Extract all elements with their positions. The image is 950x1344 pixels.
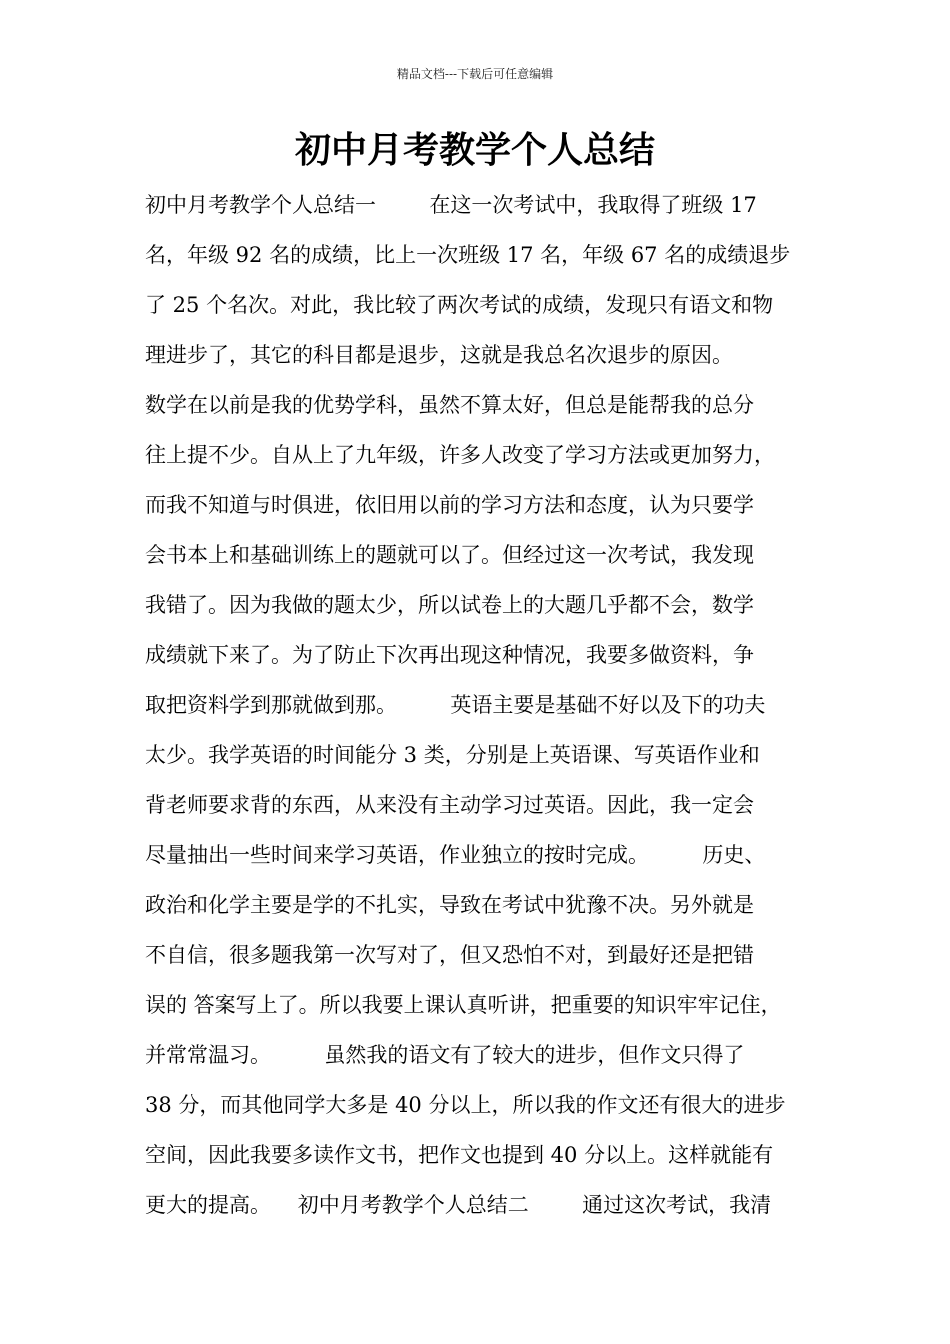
body-line: 取把资料学到那就做到那。 英语主要是基础不好以及下的功夫 — [145, 693, 766, 717]
body-line: 理进步了，其它的科目都是退步，这就是我总名次退步的原因。 — [145, 343, 733, 367]
body-line: 不自信，很多题我第一次写对了，但又恐怕不对，到最好还是把错 — [145, 943, 754, 967]
body-line: 更大的提高。 初中月考教学个人总结二 通过这次考试，我清 — [145, 1193, 772, 1217]
body-line: 政治和化学主要是学的不扎实，导致在考试中犹豫不决。另外就是 — [145, 893, 754, 917]
body-line: 名，年级 92 名的成绩，比上一次班级 17 名，年级 67 名的成绩退步 — [145, 243, 791, 267]
body-line: 初中月考教学个人总结一 在这一次考试中，我取得了班级 17 — [145, 193, 757, 217]
body-line: 往上提不少。自从上了九年级，许多人改变了学习方法或更加努力， — [145, 443, 775, 467]
body-line: 而我不知道与时俱进，依旧用以前的学习方法和态度，认为只要学 — [145, 493, 754, 517]
document-body — [145, 180, 835, 1230]
body-line: 数学在以前是我的优势学科，虽然不算太好，但总是能帮我的总分 — [145, 393, 754, 417]
body-line: 背老师要求背的东西，从来没有主动学习过英语。因此，我一定会 — [145, 793, 754, 817]
body-line: 空间，因此我要多读作文书，把作文也提到 40 分以上。这样就能有 — [145, 1143, 774, 1167]
body-line: 太少。我学英语的时间能分 3 类，分别是上英语课、写英语作业和 — [145, 743, 760, 767]
body-line: 并常常温习。 虽然我的语文有了较大的进步，但作文只得了 — [145, 1043, 745, 1067]
body-line: 我错了。因为我做的题太少，所以试卷上的大题几乎都不会，数学 — [145, 593, 754, 617]
body-line: 会书本上和基础训练上的题就可以了。但经过这一次考试，我发现 — [145, 543, 754, 567]
body-line: 了 25 个名次。对此，我比较了两次考试的成绩，发现只有语文和物 — [145, 293, 774, 317]
document-title: 初中月考教学个人总结 — [294, 129, 655, 171]
body-line: 误的 答案写上了。所以我要上课认真听讲，把重要的知识牢牢记住， — [145, 993, 782, 1017]
body-line: 尽量抽出一些时间来学习英语，作业独立的按时完成。 历史、 — [145, 843, 766, 867]
body-line: 成绩就下来了。为了防止下次再出现这种情况，我要多做资料，争 — [145, 643, 754, 667]
header-note: 精品文档---下载后可任意编辑 — [396, 67, 554, 81]
body-line: 38 分，而其他同学大多是 40 分以上，所以我的作文还有很大的进步 — [145, 1093, 786, 1117]
